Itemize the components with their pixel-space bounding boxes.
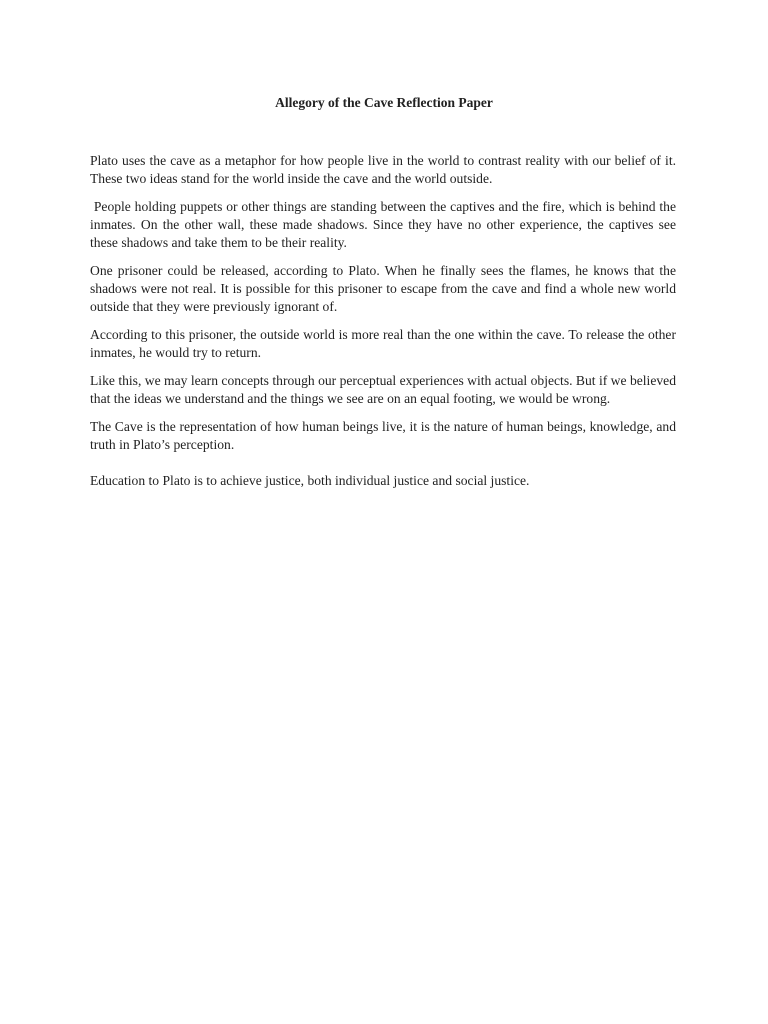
paragraph-1: Plato uses the cave as a metaphor for how people live in the world to contrast reality with our belief of it. These two ideas stand for the world inside the cave and the world outside. — [90, 153, 676, 186]
paragraph-7: Education to Plato is to achieve justice, both individual justice and social justice. — [90, 473, 530, 488]
paragraph-2: People holding puppets or other things are standing between the captives and the fire, which is behind the inmates. On the other wall, these made shadows. Since they have no other experience, the captives see these shadows and take them to be their reality. — [90, 199, 676, 250]
paragraph-3: One prisoner could be released, according to Plato. When he finally sees the flames, he knows that the shadows were not real. It is possible for this prisoner to escape from the cave and find a whole new world outside that they were previously ignorant of. — [90, 263, 676, 314]
paragraph-5: Like this, we may learn concepts through our perceptual experiences with actual objects. But if we believed that the ideas we understand and the things we see are on an equal footing, we would be wrong. — [90, 373, 676, 406]
paragraph-6: The Cave is the representation of how human beings live, it is the nature of human beings, knowledge, and truth in Plato’s perception. — [90, 419, 676, 452]
document-body — [90, 152, 676, 500]
paragraph-4: According to this prisoner, the outside world is more real than the one within the cave. To release the other inmates, he would try to return. — [90, 327, 676, 360]
document-title: Allegory of the Cave Reflection Paper — [275, 95, 493, 110]
